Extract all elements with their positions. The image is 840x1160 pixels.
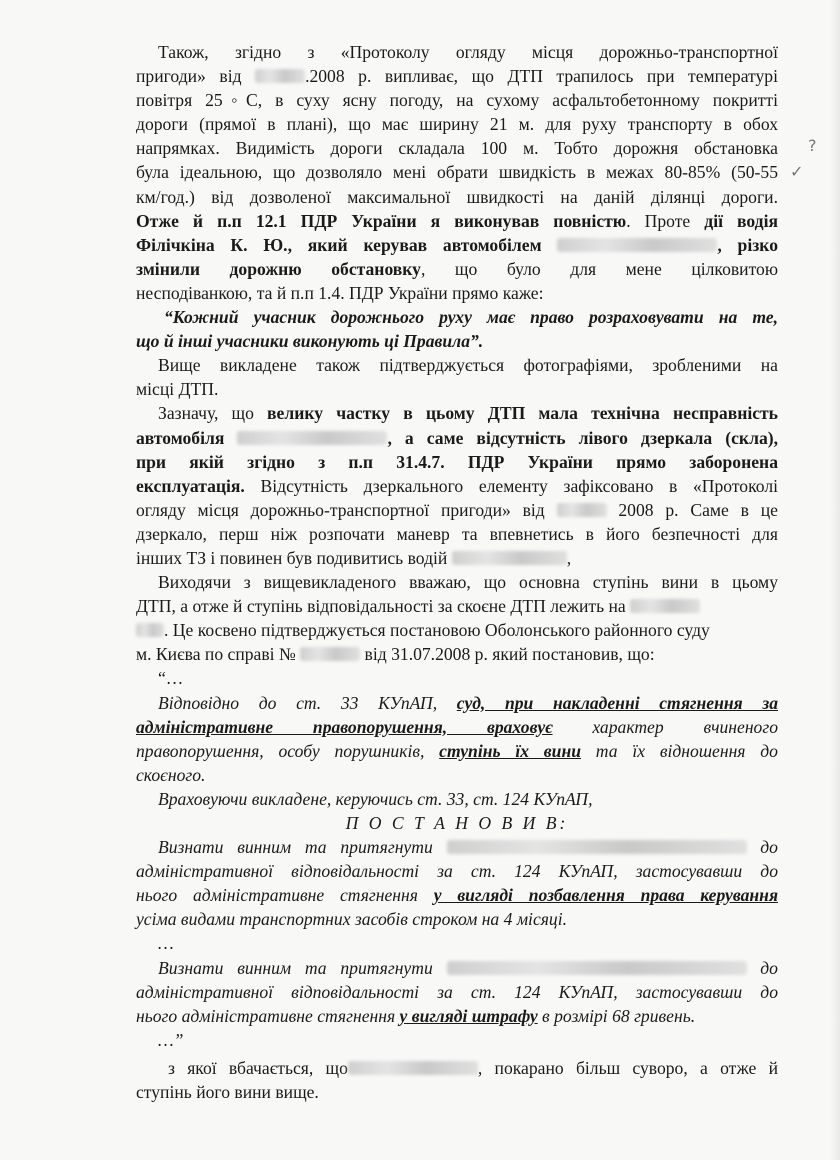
paragraph-line: ступінь його вини вище. (136, 1082, 319, 1103)
paragraph-line: Зазначу, що велику частку в цьому ДТП мала технічна несправність (158, 403, 778, 424)
redacted-date (255, 69, 305, 83)
paragraph-line: напрямках. Видимість дороги складала 100 м. Тобто дорожня обстановка (136, 138, 778, 159)
paragraph-line: км/год.) від дозволеної максимальної швидкості на даній ділянці дороги. (136, 186, 778, 207)
paragraph-line: при якій згідно з п.п 31.4.7. ПДР України прямо заборонена (136, 451, 778, 472)
paragraph-line: Також, згідно з «Протоколу огляду місця дорожньо-транспортної (158, 42, 778, 62)
court-line: Враховуючи викладене, керуючись ст. 33, ст. 124 КУпАП, (158, 788, 593, 809)
court-line: усіма видами транспортних засобів строком на 4 місяці. (136, 909, 568, 930)
paragraph-line: Отже й п.п 12.1 ПДР України я виконував повністю. Проте дії водія (136, 210, 778, 231)
margin-check-mark: ✓ (790, 162, 804, 181)
court-line: адміністративне правопорушення, враховує характер вчиненого (136, 716, 778, 737)
paragraph-line: Вище викладене також підтверджується фотографіями, зробленими на (158, 355, 778, 376)
margin-question-mark: ? (808, 136, 817, 155)
paragraph-line: інших ТЗ і повинен був подивитись водій , (136, 547, 572, 568)
quote-line: що й інші учасники виконують ці Правила”. (136, 331, 484, 352)
page-edge-shadow (830, 0, 840, 1160)
quote-line: “Кожний учасник дорожнього руху має право розраховувати на те, (164, 307, 778, 328)
redacted-name (452, 551, 567, 565)
redacted-case-number (300, 647, 360, 661)
redacted-date (557, 503, 607, 517)
redacted-name (136, 623, 164, 637)
court-line: нього адміністративне стягнення у вигляді позбавлення права керування (136, 885, 779, 906)
paragraph-line: з якої вбачається, що , покарано більш суворо, а отже й (168, 1057, 778, 1078)
redacted-name (348, 1061, 478, 1075)
court-line: адміністративної відповідальності за ст. 124 КУпАП, застосувавши до (136, 861, 778, 882)
court-line: Визнати винним та притягнути до (158, 957, 778, 978)
document-text (136, 40, 779, 1104)
paragraph-line: дзеркало, перш ніж розпочати маневр та впевнетись в його безпечності для (136, 523, 778, 544)
redacted-name (447, 961, 747, 975)
paragraph-line: місці ДТП. (136, 379, 219, 400)
redacted-name (630, 599, 700, 613)
paragraph-line: автомобіля , а саме відсутність лівого дзеркала (скла), (136, 427, 778, 448)
court-line: адміністративної відповідальності за ст. 124 КУпАП, застосувавши до (136, 981, 778, 1002)
court-line: … (158, 933, 174, 954)
court-heading: П О С Т А Н О В И В: (345, 813, 569, 833)
court-line: Визнати винним та притягнути до (158, 837, 778, 858)
paragraph-line: ДТП, а отже й ступінь відповідальності за скоєне ДТП лежить на (136, 594, 778, 618)
paragraph-line: “… (158, 668, 184, 689)
paragraph-line: дороги (прямої в плані), що має ширину 21 м. для руху транспорту в обох (136, 114, 778, 135)
paragraph-line: . Це косвено підтверджується постановою Оболонського районного суду (136, 618, 778, 642)
redacted-car (557, 238, 717, 252)
paragraph-line: Виходячи з вищевикладеного вважаю, що основна ступінь вини в цьому (158, 572, 778, 593)
paragraph-line: м. Києва по справі № від 31.07.2008 р. який постановив, що: (136, 644, 655, 665)
paragraph-line: несподіванкою, та й п.п 1.4. ПДР України прямо каже: (136, 282, 544, 303)
court-line: …” (158, 1029, 184, 1050)
court-line: скоєного. (136, 764, 206, 785)
redacted-car (237, 431, 387, 445)
paragraph-line: Філічкіна К. Ю., який керував автомобілем , різко (136, 234, 778, 255)
paragraph-line: пригоди» від .2008 р. випливає, що ДТП трапилось при температурі (136, 66, 778, 87)
paragraph-line: експлуатація. Відсутність дзеркального елементу зафіксовано в «Протоколі (136, 475, 778, 496)
paragraph-line: огляду місця дорожньо-транспортної пригоди» від 2008 р. Саме в це (136, 499, 778, 520)
paragraph-line: була ідеальною, що дозволяло мені обрати швидкість в межах 80-85% (50-55 (136, 162, 778, 183)
court-line: Відповідно до ст. 33 КУпАП, суд, при накладенні стягнення за (158, 692, 778, 713)
paragraph-line: змінили дорожню обстановку, що було для мене цілковитою (136, 258, 778, 279)
court-line: нього адміністративне стягнення у вигляді штрафу в розмірі 68 гривень. (136, 1005, 696, 1026)
redacted-name (447, 840, 747, 854)
paragraph-line: повітря 25◦С, в суху ясну погоду, на сухому асфальтобетонному покритті (136, 90, 778, 111)
court-line: правопорушення, особу порушників, ступінь їх вини та їх відношення до (136, 740, 778, 761)
